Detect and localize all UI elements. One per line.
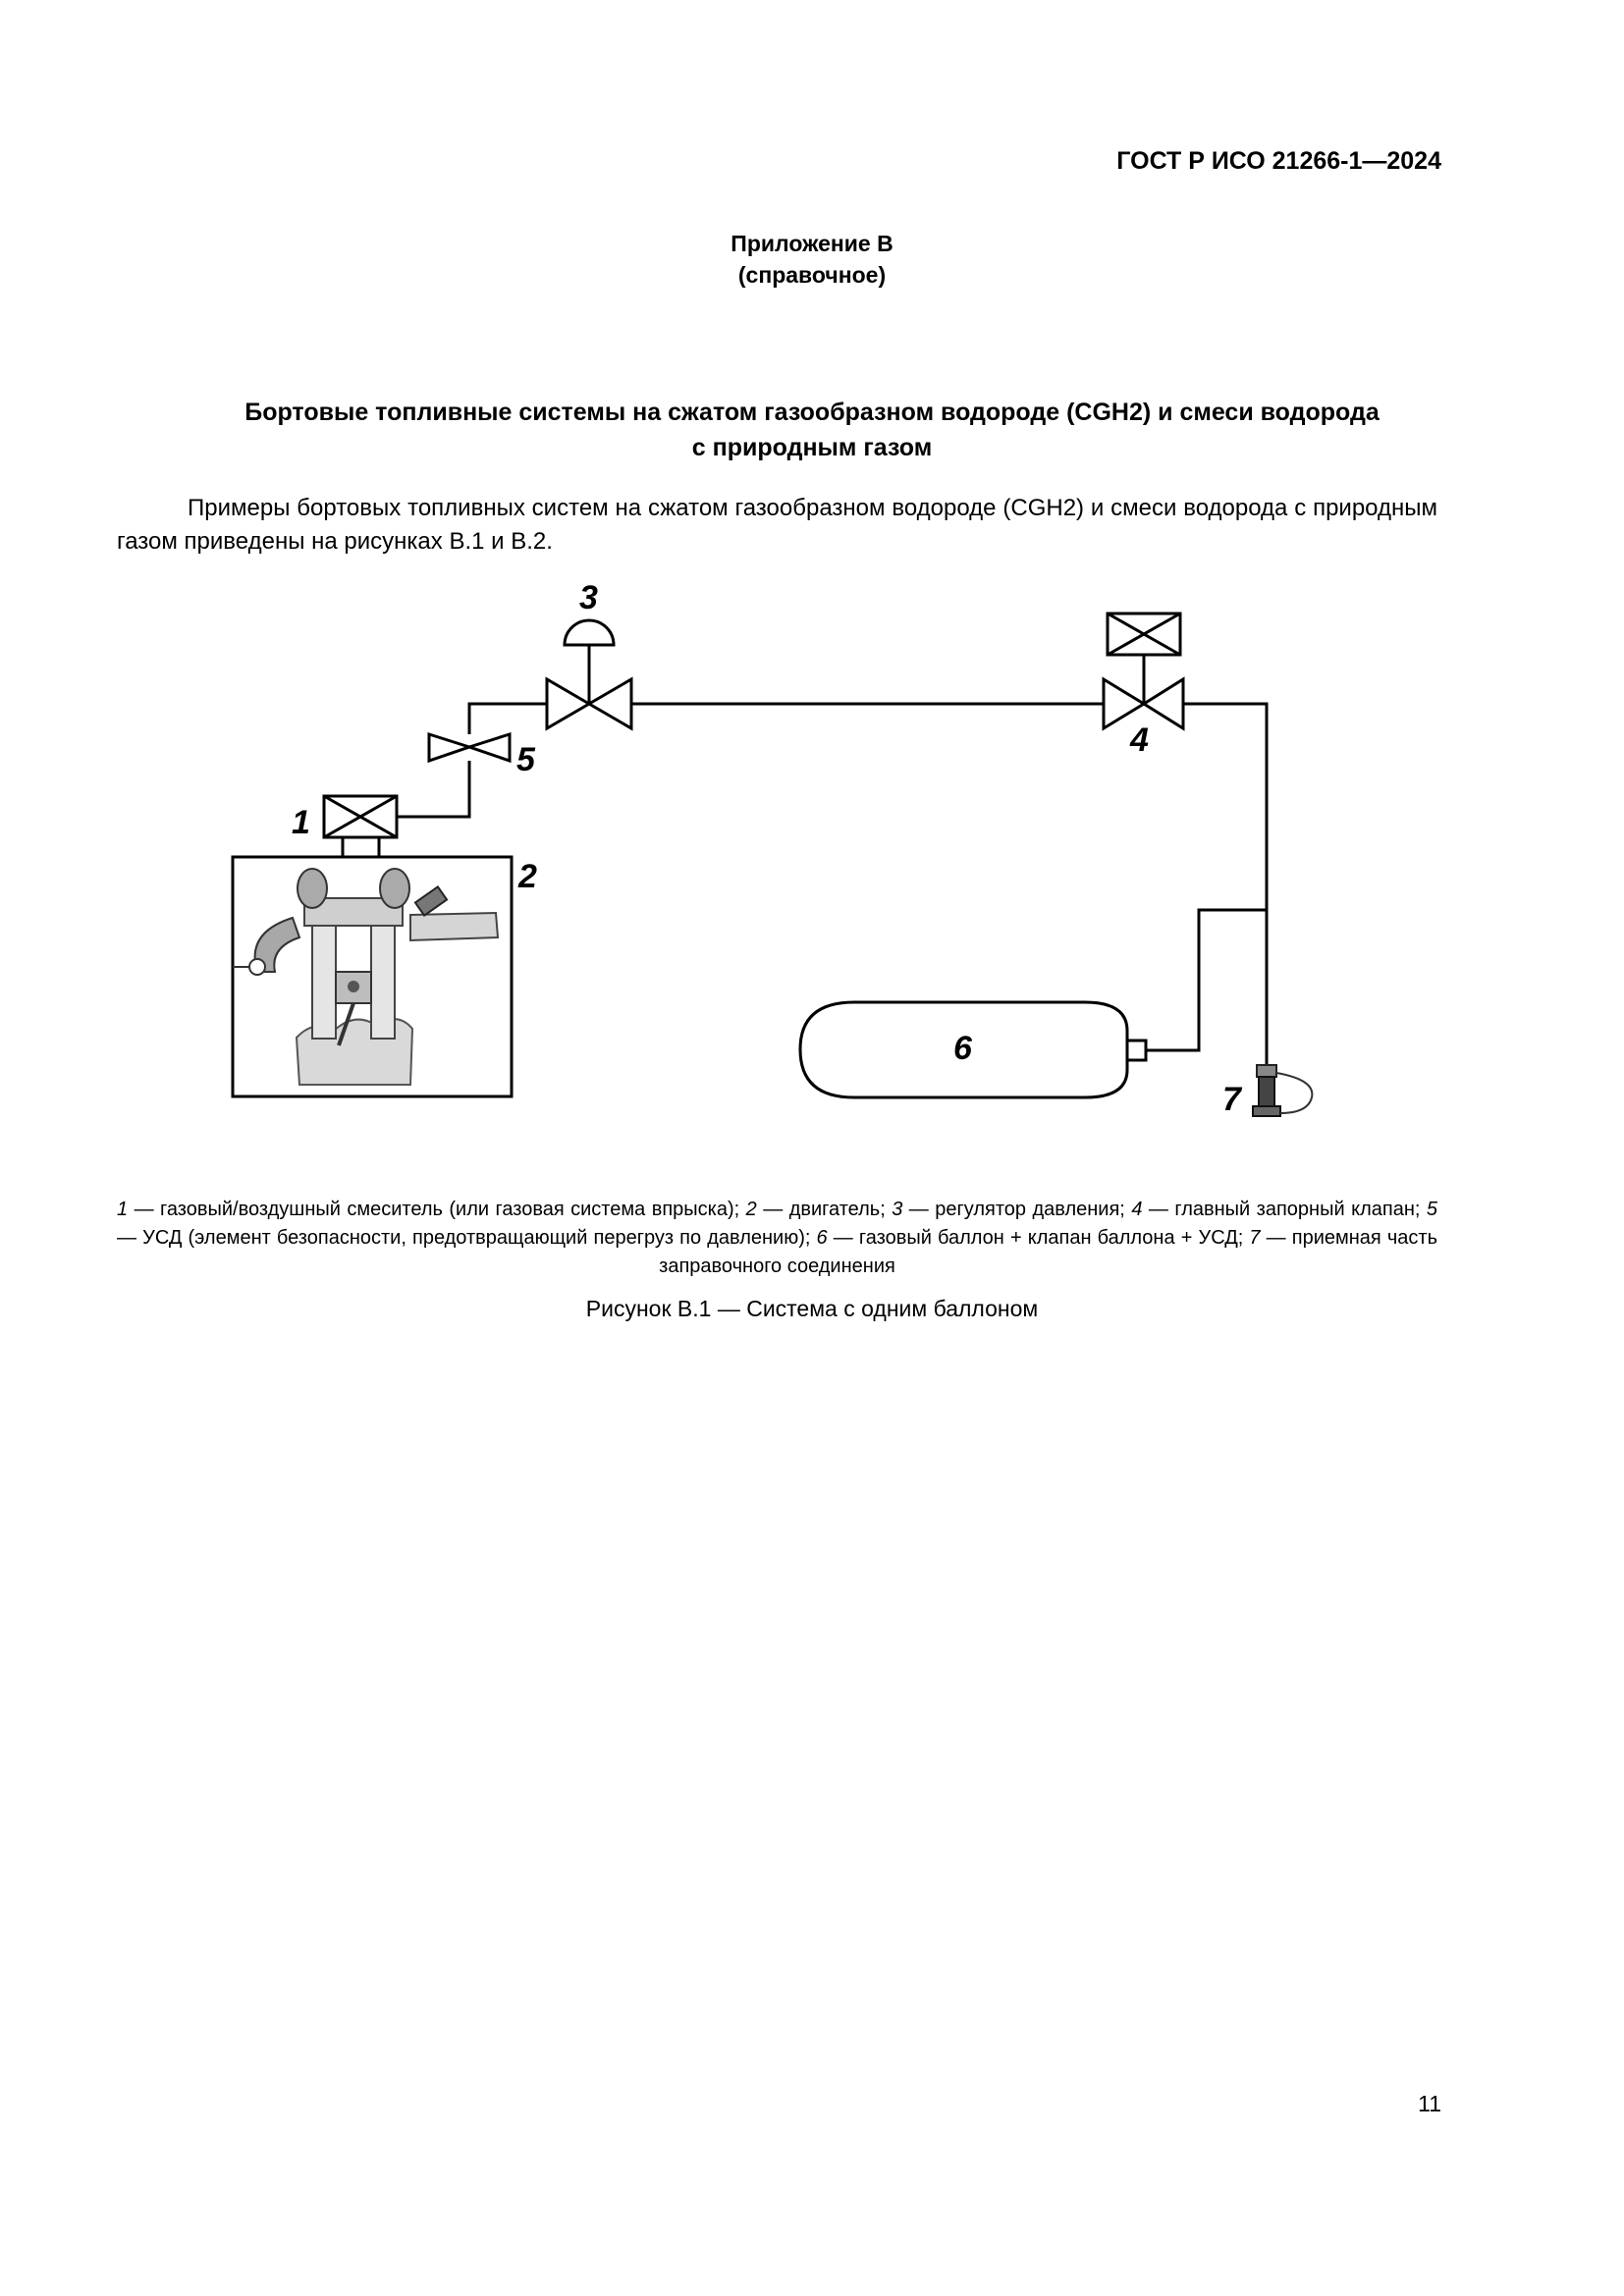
legend-text-1: — газовый/воздушный смеситель (или газовая система впрыска); (128, 1199, 746, 1220)
gas-air-mixer (324, 796, 397, 857)
page-number: 11 (1418, 2091, 1441, 2116)
system-diagram (0, 560, 1624, 1168)
pipe-valve-to-junction (1183, 704, 1267, 1065)
legend-num-5: 5 (1426, 1199, 1438, 1220)
legend-text-4: — главный запорный клапан; (1142, 1199, 1427, 1220)
pressure-regulator (547, 620, 631, 728)
pipe-usd-to-regulator (469, 704, 547, 734)
legend-num-7: 7 (1249, 1227, 1261, 1249)
main-shutoff-valve (1104, 614, 1183, 728)
figure-legend (117, 1196, 1437, 1281)
legend-num-4: 4 (1131, 1199, 1143, 1220)
intro-paragraph: Примеры бортовых топливных систем на сжатом газообразном водороде (CGH2) и смеси водорода с природным газом приведены на рисунках В.1 и В.2. (117, 495, 1437, 555)
pipe-to-cylinder (1146, 910, 1267, 1050)
section-title-line1: Бортовые топливные системы на сжатом газообразном водороде (CGH2) и смеси водорода (244, 399, 1380, 426)
legend-num-3: 3 (892, 1199, 903, 1220)
annex-heading (0, 228, 1624, 291)
gas-cylinder (800, 1002, 1146, 1097)
label-3: 3 (579, 579, 598, 616)
legend-text-7: — приемная часть заправочного соединения (659, 1227, 1437, 1277)
legend-text-2: — двигатель; (756, 1199, 893, 1220)
label-2: 2 (518, 858, 537, 895)
legend-num-6: 6 (816, 1227, 828, 1249)
standard-number: ГОСТ Р ИСО 21266-1—2024 (1116, 147, 1441, 175)
section-title-line2: с природным газом (691, 434, 933, 461)
pipe-mixer-to-usd (398, 761, 469, 817)
legend-text-6: — газовый баллон + клапан баллона + УСД; (827, 1227, 1250, 1249)
label-1: 1 (292, 804, 310, 841)
legend-num-2: 2 (745, 1199, 757, 1220)
refuelling-receptacle (1253, 1065, 1312, 1116)
legend-num-1: 1 (117, 1199, 129, 1220)
annex-title: Приложение В (731, 231, 893, 256)
label-5: 5 (516, 741, 535, 778)
legend-text-3: — регулятор давления; (902, 1199, 1132, 1220)
figure-caption: Рисунок В.1 — Система с одним баллоном (585, 1296, 1039, 1321)
label-4: 4 (1130, 721, 1149, 759)
engine-illustration (233, 857, 512, 1096)
section-title (0, 395, 1624, 465)
label-7: 7 (1222, 1081, 1241, 1118)
usd-safety-valve (429, 734, 510, 761)
annex-status: (справочное) (737, 262, 887, 288)
label-6: 6 (953, 1030, 972, 1067)
legend-text-5: — УСД (элемент безопасности, предотвращающий перегруз по давлению); (117, 1227, 817, 1249)
